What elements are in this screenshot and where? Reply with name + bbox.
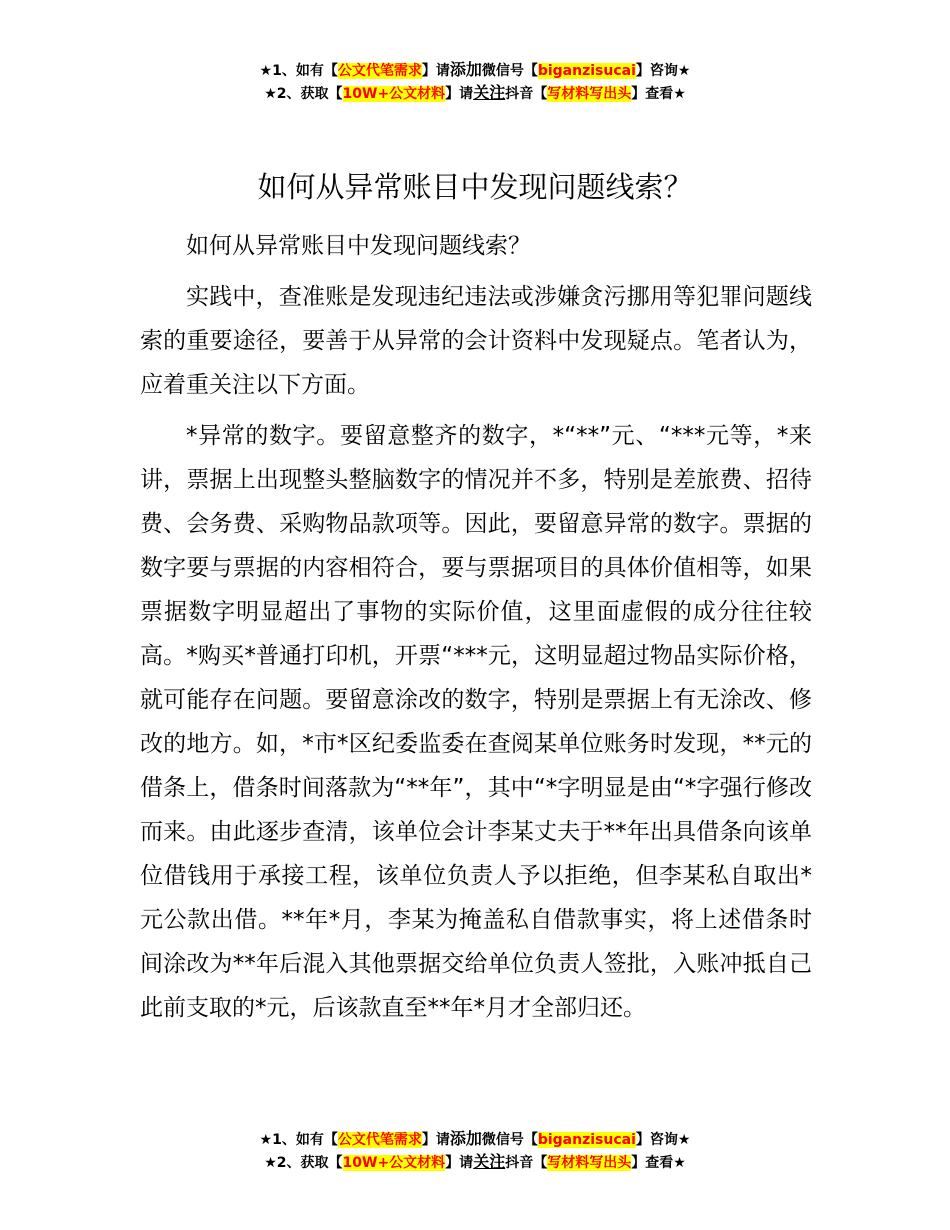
banner-text: ★2、获取【	[264, 86, 343, 102]
banner-emphasis: 添加	[449, 1129, 482, 1148]
banner-text: 抖音【	[505, 86, 548, 102]
paragraph-intro: 实践中，查准账是发现违纪违法或涉嫌贪污挪用等犯罪问题线索的重要途径，要善于从异常的会计资料中发现疑点。笔者认为，应着重关注以下方面。	[140, 284, 812, 398]
banner-wechat-id: biganzisucai	[537, 63, 636, 79]
banner-line-1	[0, 59, 950, 82]
banner-line-2	[0, 82, 950, 105]
banner-text: ★2、获取【	[264, 1155, 343, 1171]
banner-text: ★1、如有【	[259, 1132, 338, 1148]
banner-text: 】请	[445, 1155, 474, 1171]
banner-douyin-account: 写材料写出头	[547, 86, 632, 102]
banner-text: 】查看★	[631, 1155, 686, 1171]
banner-text: 】请	[421, 1132, 450, 1148]
document-title: 如何从异常账目中发现问题线索？	[257, 170, 693, 204]
banner-highlight: 10W+公文材料	[342, 1155, 446, 1171]
banner-highlight: 公文代笔需求	[337, 1132, 422, 1148]
banner-emphasis: 添加	[449, 60, 482, 79]
banner-highlight: 10W+公文材料	[342, 86, 446, 102]
banner-wechat-id: biganzisucai	[537, 1132, 636, 1148]
paragraph-abnormal-numbers: *异常的数字。要留意整齐的数字，*“**”元、“***元等，*来讲，票据上出现整头整脑数字的情况并不多，特别是差旅费、招待费、会务费、采购物品款项等。因此，要留意异常的数字。票据的数字要与票据的内容相符合，要与票据项目的具体价值相等，如果票据数字明显超出了事物的实际价值，这里面虚假的成分往往较高。*购买*普通打印机，开票“***元，这明显超过物品实际价格，就可能存在问题。要留意涂改的数字，特别是票据上有无涂改、修改的地方。如，*市*区纪委监委在查阅某单位账务时发现，**元的借条上，借条时间落款为“**年”，其中“*字明显是由“*字强行修改而来。由此逐步查清，该单位会计李某丈夫于**年出具借条向该单位借钱用于承接工程，该单位负责人予以拒绝，但李某私自取出*元公款出借。**年*月，李某为掩盖私自借款事实，将上述借条时间涂改为**年后混入其他票据交给单位负责人签批，入账冲抵自己此前支取的*元，后该款直至**年*月才全部归还。	[140, 423, 812, 1021]
banner-text: 】请	[445, 86, 474, 102]
banner-douyin-account: 写材料写出头	[547, 1155, 632, 1171]
banner-text: 】查看★	[631, 86, 686, 102]
banner-text: 】请	[421, 63, 450, 79]
document-body	[140, 224, 812, 1030]
footer-banner	[0, 1128, 950, 1174]
banner-highlight: 公文代笔需求	[337, 63, 422, 79]
banner-emphasis: 关注	[473, 1152, 506, 1171]
banner-text: 抖音【	[505, 1155, 548, 1171]
banner-line-2	[0, 1151, 950, 1174]
banner-text: ★1、如有【	[259, 63, 338, 79]
banner-line-1	[0, 1128, 950, 1151]
banner-text: 】咨询★	[635, 63, 691, 79]
paragraph-subtitle: 如何从异常账目中发现问题线索？	[186, 233, 531, 259]
banner-emphasis: 关注	[473, 83, 506, 102]
banner-text: 】咨询★	[635, 1132, 691, 1148]
header-banner	[0, 59, 950, 105]
banner-text: 微信号【	[481, 1132, 538, 1148]
banner-text: 微信号【	[481, 63, 538, 79]
